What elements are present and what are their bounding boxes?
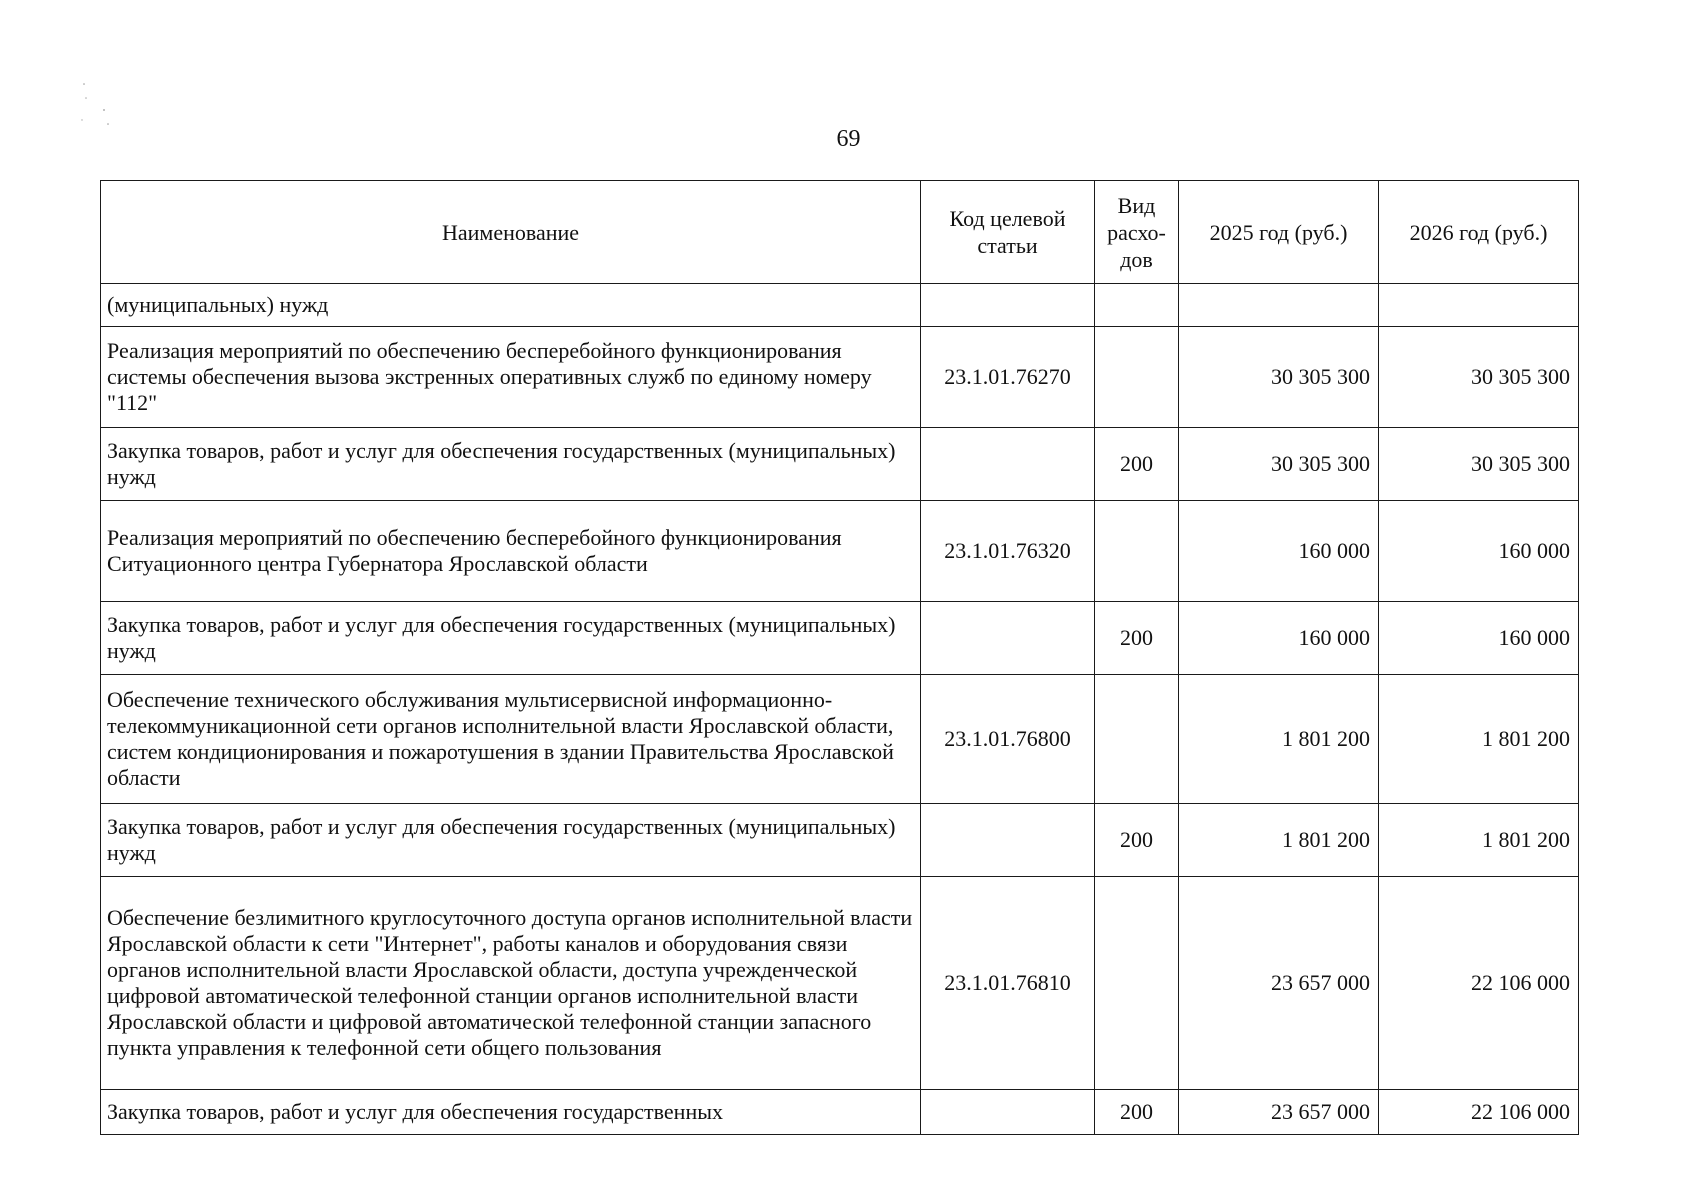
row-amount-2025: 23 657 000	[1179, 1090, 1379, 1135]
row-amount-2025: 160 000	[1179, 501, 1379, 602]
row-name: Закупка товаров, работ и услуг для обеспечения государственных (муниципальных) нужд	[101, 428, 921, 501]
row-code	[921, 1090, 1095, 1135]
row-kind	[1095, 675, 1179, 804]
table-row	[101, 804, 1579, 877]
row-code	[921, 428, 1095, 501]
row-amount-2026: 1 801 200	[1379, 804, 1579, 877]
budget-table	[100, 180, 1579, 1135]
row-amount-2026: 1 801 200	[1379, 675, 1579, 804]
row-amount-2026: 160 000	[1379, 602, 1579, 675]
row-amount-2025: 23 657 000	[1179, 877, 1379, 1090]
row-amount-2025	[1179, 284, 1379, 327]
row-name: Закупка товаров, работ и услуг для обеспечения государственных (муниципальных) нужд	[101, 804, 921, 877]
row-name: Обеспечение безлимитного круглосуточного доступа органов исполнительной власти Ярославской области к сети "Интернет", работы каналов и оборудования связи органов исполнительной власти Ярославской области, доступа учрежденческой цифровой автоматической телефонной станции органов исполнительной власти Ярославской области и цифровой автоматической телефонной станции запасного пункта управления к телефонной сети общего пользования	[101, 877, 921, 1090]
table-row	[101, 877, 1579, 1090]
row-amount-2026: 22 106 000	[1379, 1090, 1579, 1135]
header-2025: 2025 год (руб.)	[1179, 181, 1379, 284]
row-name: (муниципальных) нужд	[101, 284, 921, 327]
row-name: Закупка товаров, работ и услуг для обеспечения государственных	[101, 1090, 921, 1135]
table-row	[101, 501, 1579, 602]
table-row	[101, 428, 1579, 501]
header-name: Наименование	[101, 181, 921, 284]
header-kind: Вид расхо-дов	[1095, 181, 1179, 284]
header-2026: 2026 год (руб.)	[1379, 181, 1579, 284]
row-amount-2026: 30 305 300	[1379, 428, 1579, 501]
table-header-row	[101, 181, 1579, 284]
row-amount-2025: 1 801 200	[1179, 804, 1379, 877]
row-code	[921, 602, 1095, 675]
row-code	[921, 804, 1095, 877]
row-code: 23.1.01.76800	[921, 675, 1095, 804]
row-kind	[1095, 877, 1179, 1090]
scan-artifact-icon	[78, 80, 118, 130]
table-row	[101, 327, 1579, 428]
row-name: Закупка товаров, работ и услуг для обеспечения государственных (муниципальных) нужд	[101, 602, 921, 675]
row-name: Обеспечение технического обслуживания мультисервисной информационно-телекоммуникационной сети органов исполнительной власти Ярославской области, систем кондиционирования и пожаротушения в здании Правительства Ярославской области	[101, 675, 921, 804]
table-row	[101, 675, 1579, 804]
row-name: Реализация мероприятий по обеспечению бесперебойного функционирования системы обеспечения вызова экстренных оперативных служб по единому номеру "112"	[101, 327, 921, 428]
row-kind: 200	[1095, 1090, 1179, 1135]
row-amount-2026: 160 000	[1379, 501, 1579, 602]
row-amount-2025: 30 305 300	[1179, 327, 1379, 428]
row-kind: 200	[1095, 602, 1179, 675]
row-kind	[1095, 284, 1179, 327]
row-amount-2025: 1 801 200	[1179, 675, 1379, 804]
row-name: Реализация мероприятий по обеспечению бесперебойного функционирования Ситуационного центра Губернатора Ярославской области	[101, 501, 921, 602]
row-code: 23.1.01.76320	[921, 501, 1095, 602]
row-kind: 200	[1095, 428, 1179, 501]
page-number: 69	[836, 126, 861, 152]
row-amount-2026: 22 106 000	[1379, 877, 1579, 1090]
row-amount-2026	[1379, 284, 1579, 327]
table-row	[101, 1090, 1579, 1135]
row-amount-2025: 160 000	[1179, 602, 1379, 675]
row-kind	[1095, 501, 1179, 602]
table-row	[101, 284, 1579, 327]
row-code: 23.1.01.76270	[921, 327, 1095, 428]
row-kind	[1095, 327, 1179, 428]
row-code: 23.1.01.76810	[921, 877, 1095, 1090]
row-amount-2026: 30 305 300	[1379, 327, 1579, 428]
table-row	[101, 602, 1579, 675]
row-amount-2025: 30 305 300	[1179, 428, 1379, 501]
row-kind: 200	[1095, 804, 1179, 877]
header-code: Код целевой статьи	[921, 181, 1095, 284]
row-code	[921, 284, 1095, 327]
